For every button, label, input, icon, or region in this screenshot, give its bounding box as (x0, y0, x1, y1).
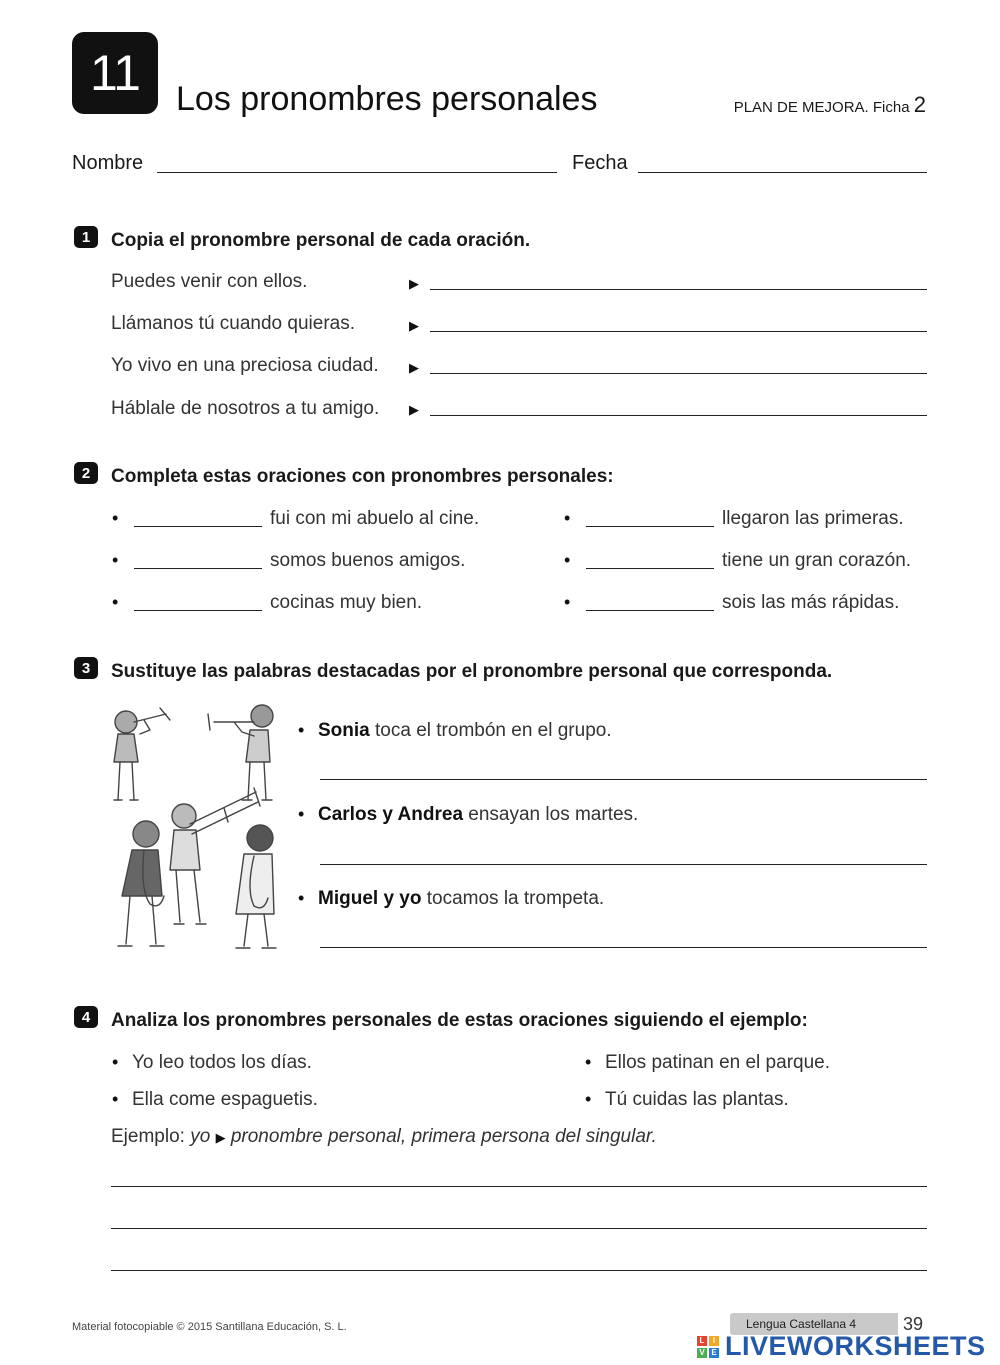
exercise-3-sentence (318, 720, 612, 742)
exercise-2-instruction: Completa estas oraciones con pronombres personales: (111, 466, 614, 487)
bullet-icon: • (564, 508, 571, 528)
exercise-3-sentence (318, 888, 604, 910)
unit-number-badge (72, 32, 158, 114)
bullet-icon: • (564, 592, 571, 612)
blank-line[interactable] (586, 526, 714, 527)
logo-grid-icon (697, 1336, 719, 1358)
logo-text: LIVEWORKSHEETS (725, 1331, 986, 1361)
exercise-1-sentence: Yo vivo en una preciosa ciudad. (111, 355, 379, 376)
exercise-1-badge: 1 (74, 226, 98, 248)
exercise-3-instruction: Sustituye las palabras destacadas por el pronombre personal que corresponda. (111, 661, 833, 682)
exercise-4-sentence: Tú cuidas las plantas. (605, 1089, 789, 1110)
example-analysis: pronombre personal, primera persona del singular. (230, 1126, 657, 1147)
exercise-1-instruction: Copia el pronombre personal de cada oración. (111, 230, 531, 251)
exercise-2-badge: 2 (74, 462, 98, 484)
arrow-icon: ▶ (409, 318, 419, 333)
blank-line[interactable] (134, 526, 262, 527)
exercise-1-sentence: Háblale de nosotros a tu amigo. (111, 398, 380, 419)
bullet-icon: • (112, 550, 119, 570)
name-field[interactable] (157, 172, 557, 173)
highlighted-words: Carlos y Andrea (318, 804, 464, 825)
sentence-rest: ensayan los martes. (463, 804, 639, 825)
example-line (111, 1126, 657, 1148)
exercise-2-sentence: somos buenos amigos. (270, 550, 466, 571)
exercise-4-instruction: Analiza los pronombres personales de estas oraciones siguiendo el ejemplo: (111, 1010, 808, 1031)
answer-line[interactable] (430, 415, 927, 416)
arrow-icon: ▶ (409, 402, 419, 417)
copyright-notice: Material fotocopiable © 2015 Santillana Educación, S. L. (72, 1321, 347, 1333)
answer-line[interactable] (320, 779, 927, 780)
page-number: 39 (903, 1314, 924, 1334)
answer-line[interactable] (111, 1186, 927, 1187)
exercise-2-sentence: fui con mi abuelo al cine. (270, 508, 480, 529)
answer-line[interactable] (111, 1270, 927, 1271)
exercise-3-badge: 3 (74, 657, 98, 679)
plan-label (734, 92, 926, 118)
answer-line[interactable] (430, 373, 927, 374)
exercise-2-sentence: llegaron las primeras. (722, 508, 904, 529)
blank-line[interactable] (134, 568, 262, 569)
exercise-1-sentence: Llámanos tú cuando quieras. (111, 313, 355, 334)
book-title: Lengua Castellana 4 (746, 1317, 857, 1331)
date-label: Fecha (572, 152, 628, 174)
arrow-icon: ▶ (409, 360, 419, 375)
page-title: Los pronombres personales (176, 80, 598, 118)
bullet-icon: • (585, 1089, 592, 1109)
exercise-3-sentence (318, 804, 638, 826)
exercise-4-sentence: Yo leo todos los días. (132, 1052, 312, 1073)
bullet-icon: • (298, 804, 305, 824)
exercise-1-sentence: Puedes venir con ellos. (111, 271, 308, 292)
highlighted-words: Miguel y yo (318, 888, 422, 909)
exercise-2-sentence: tiene un gran corazón. (722, 550, 912, 571)
exercise-2-sentence: sois las más rápidas. (722, 592, 900, 613)
unit-number: 11 (90, 45, 140, 101)
example-label: Ejemplo: (111, 1126, 185, 1147)
sentence-rest: tocamos la trompeta. (421, 888, 605, 909)
answer-line[interactable] (430, 289, 927, 290)
sentence-rest: toca el trombón en el grupo. (369, 720, 612, 741)
liveworksheets-logo (697, 1331, 986, 1362)
bullet-icon: • (112, 1089, 119, 1109)
exercise-4-sentence: Ella come espaguetis. (132, 1089, 318, 1110)
answer-line[interactable] (430, 331, 927, 332)
bullet-icon: • (112, 1052, 119, 1072)
bullet-icon: • (298, 720, 305, 740)
logo-square: V (697, 1348, 707, 1358)
bullet-icon: • (112, 508, 119, 528)
highlighted-words: Sonia (318, 720, 370, 741)
exercise-2-sentence: cocinas muy bien. (270, 592, 423, 613)
blank-line[interactable] (586, 610, 714, 611)
date-field[interactable] (638, 172, 927, 173)
bullet-icon: • (564, 550, 571, 570)
name-label: Nombre (72, 152, 144, 174)
blank-line[interactable] (134, 610, 262, 611)
logo-square: E (709, 1348, 719, 1358)
exercise-4-badge: 4 (74, 1006, 98, 1028)
answer-line[interactable] (320, 864, 927, 865)
example-word: yo (190, 1126, 211, 1147)
band-musicians-illustration (104, 700, 286, 955)
bullet-icon: • (112, 592, 119, 612)
bullet-icon: • (585, 1052, 592, 1072)
plan-number: 2 (913, 92, 926, 117)
bullet-icon: • (298, 888, 305, 908)
answer-line[interactable] (320, 947, 927, 948)
blank-line[interactable] (586, 568, 714, 569)
logo-square: I (709, 1336, 719, 1346)
exercise-4-sentence: Ellos patinan en el parque. (605, 1052, 830, 1073)
plan-text: PLAN DE MEJORA. Ficha (733, 99, 910, 116)
arrow-icon: ▶ (215, 1130, 226, 1145)
logo-square: L (697, 1336, 707, 1346)
answer-line[interactable] (111, 1228, 927, 1229)
arrow-icon: ▶ (409, 276, 419, 291)
